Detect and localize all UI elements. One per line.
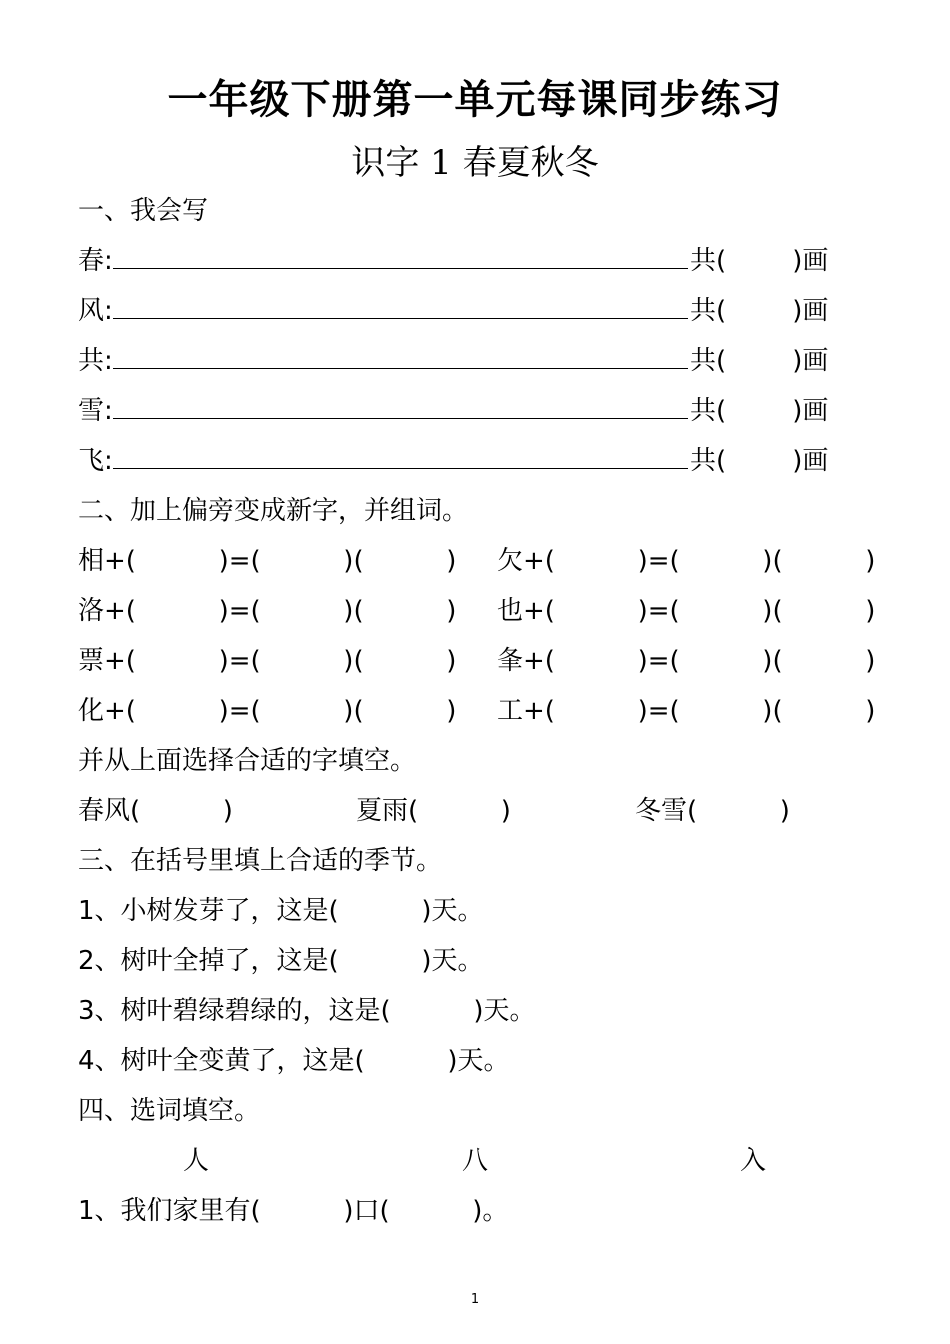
stroke-count-blank: 共( )画 — [690, 396, 829, 426]
radical-exercise[interactable]: 工+( )=( )( ) — [497, 696, 876, 726]
page-title: 一年级下册第一单元每课同步练习 — [167, 77, 783, 123]
word-fill-question[interactable]: 1、我们家里有( )口( )。 — [78, 1196, 509, 1226]
section4-heading: 四、选词填空。 — [78, 1096, 261, 1126]
lesson-subtitle: 识字 1 春夏秋冬 — [351, 143, 599, 183]
writing-blank-line[interactable] — [113, 296, 688, 319]
radical-exercise[interactable]: 相+( )=( )( ) — [78, 546, 457, 576]
radical-exercise[interactable]: 票+( )=( )( ) — [78, 646, 457, 676]
word-choice: 八 — [462, 1146, 489, 1176]
writing-blank-line[interactable] — [113, 246, 688, 269]
writing-char: 共: — [78, 346, 113, 376]
section2-heading: 二、加上偏旁变成新字，并组词。 — [78, 496, 469, 526]
season-question[interactable]: 3、树叶碧绿碧绿的，这是( )天。 — [78, 996, 536, 1026]
writing-blank-line[interactable] — [113, 446, 688, 469]
radical-exercise[interactable]: 洛+( )=( )( ) — [78, 596, 457, 626]
writing-char: 飞: — [78, 446, 113, 476]
season-question[interactable]: 2、树叶全掉了，这是( )天。 — [78, 946, 484, 976]
page-number: 1 — [470, 1292, 480, 1307]
writing-blank-line[interactable] — [113, 346, 688, 369]
stroke-count-blank: 共( )画 — [690, 296, 829, 326]
word-choice: 人 — [183, 1146, 210, 1176]
fill-blank-item[interactable]: 春风( ) — [78, 796, 233, 826]
radical-exercise[interactable]: 化+( )=( )( ) — [78, 696, 457, 726]
writing-char: 雪: — [78, 396, 113, 426]
section1-heading: 一、我会写 — [78, 196, 209, 226]
writing-char: 春: — [78, 246, 113, 276]
season-question[interactable]: 4、树叶全变黄了，这是( )天。 — [78, 1046, 510, 1076]
stroke-count-blank: 共( )画 — [690, 346, 829, 376]
stroke-count-blank: 共( )画 — [690, 446, 829, 476]
fill-blank-item[interactable]: 冬雪( ) — [635, 796, 790, 826]
radical-exercise[interactable]: 也+( )=( )( ) — [497, 596, 876, 626]
radical-exercise[interactable]: 欠+( )=( )( ) — [497, 546, 876, 576]
writing-char: 风: — [78, 296, 113, 326]
fill-blank-item[interactable]: 夏雨( ) — [356, 796, 511, 826]
season-question[interactable]: 1、小树发芽了，这是( )天。 — [78, 896, 484, 926]
section3-heading: 三、在括号里填上合适的季节。 — [78, 846, 443, 876]
writing-blank-line[interactable] — [113, 396, 688, 419]
radical-exercise[interactable]: 夆+( )=( )( ) — [497, 646, 876, 676]
stroke-count-blank: 共( )画 — [690, 246, 829, 276]
word-choice: 入 — [740, 1146, 767, 1176]
choose-instruction: 并从上面选择合适的字填空。 — [78, 746, 417, 776]
